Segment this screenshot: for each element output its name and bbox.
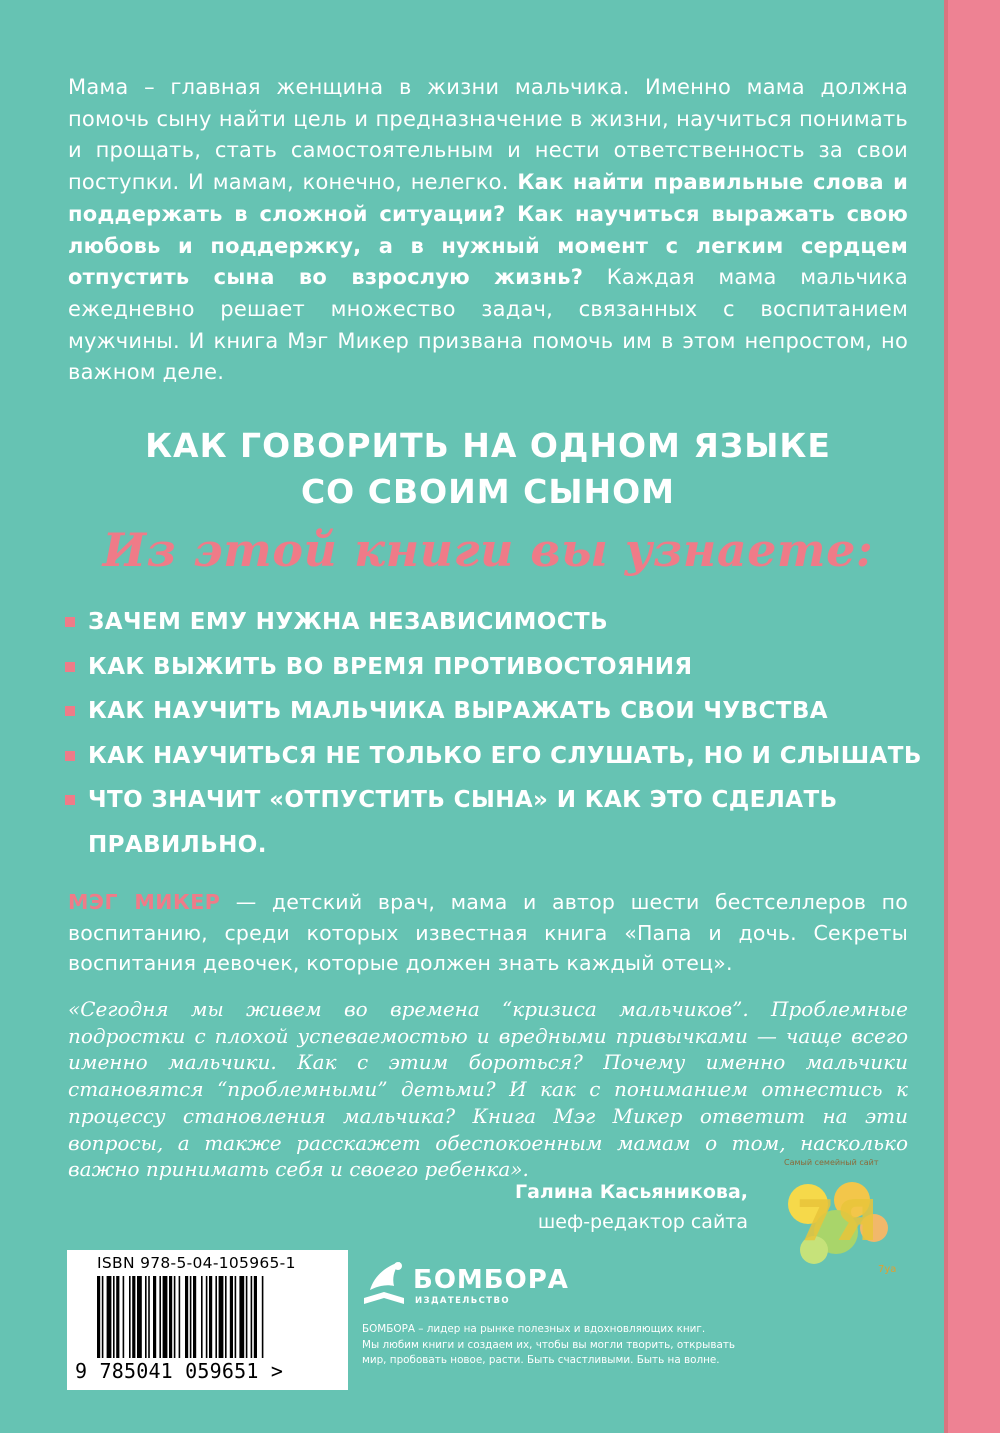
feature-item [62,689,922,734]
bullet-square-icon [65,662,75,672]
isbn-number: ISBN 978-5-04-105965-1 [97,1254,296,1272]
intro-bold-questions: Как найти правильные слова и поддержать в сложной ситуации? Как научиться выражать свою любовь и поддержку, а в нужный момент с легким сердцем отпустить сына во взрослую жизнь? [68,170,908,290]
publisher-name: БОМБОРА [413,1265,569,1295]
feature-text: КАК НАУЧИТЬСЯ НЕ ТОЛЬКО ЕГО СЛУШАТЬ, НО И СЛЫШАТЬ [88,742,922,769]
bullet-square-icon [65,795,75,805]
feature-text: КАК НАУЧИТЬ МАЛЬЧИКА ВЫРАЖАТЬ СВОИ ЧУВСТВА [88,698,828,724]
feature-item [62,600,922,645]
isbn-barcode [67,1250,348,1390]
feature-list [62,600,922,867]
publisher-description [362,1322,802,1369]
feature-text: ЧТО ЗНАЧИТ «ОТПУСТИТЬ СЫНА» И КАК ЭТО СДЕЛАТЬ ПРАВИЛЬНО. [88,787,838,858]
site-logo-tagline: Самый семейный сайт [784,1158,879,1167]
bullet-square-icon [65,617,75,627]
publisher-desc-line: мир, пробовать новое, расти. Быть счастливыми. Быть на волне. [362,1354,720,1366]
publisher-desc-line: БОМБОРА – лидер на рынке полезных и вдохновляющих книг. [362,1323,706,1335]
feature-text: ЗАЧЕМ ЕМУ НУЖНА НЕЗАВИСИМОСТЬ [88,609,609,635]
site-logo-domain: 7ya [878,1264,897,1275]
feature-text: КАК ВЫЖИТЬ ВО ВРЕМЯ ПРОТИВОСТОЯНИЯ [88,653,693,680]
feature-item [62,778,848,867]
publisher-desc-line: Мы любим книги и создаем их, чтобы вы могли творить, открывать [362,1338,736,1351]
book-spine [948,0,1000,1433]
signature-name: Галина Касьяникова, [514,1181,748,1203]
author-bio [68,887,908,979]
barcode-digits: 9 785041 059651 > [75,1359,284,1383]
barcode-bars [97,1276,319,1358]
intro-paragraph-2: Каждая мама мальчика ежедневно решает множество задач, связанных с воспитанием мужчины. И книга Мэг Микер призвана помочь им в этом непростом, но важном деле. [68,265,908,385]
headline [68,423,908,515]
author-bio-text: — детский врач, мама и автор шести бестселлеров по воспитанию, среди которых известная книга «Папа и дочь. Секреты воспитания девочек, которые должен знать каждый отец». [68,890,908,975]
headline-line-2: СО СВОИМ СЫНОМ [300,472,676,511]
headline-line-1: КАК ГОВОРИТЬ НА ОДНОМ ЯЗЫКЕ [145,426,831,465]
site-logo-7ya [760,1140,910,1290]
intro-paragraph-1: Мама – главная женщина в жизни мальчика. Именно мама должна помочь сыну найти цель и предназначение в жизни, научиться понимать и прощать, стать самостоятельным и нести ответственность за свои поступки. И мамам, конечно, нелегко. [68,75,908,195]
script-heading: Из этой книги вы узнаете: [102,523,874,577]
bullet-square-icon [65,706,75,716]
review-quote: «Сегодня мы живем во времена “кризиса мальчиков”. Проблемные подростки с плохой успеваемостью и вредными привычками — чаще всего именно мальчики. Как с этим бороться? Почему именно мальчики становятся “проблемными” детьми? И как с пониманием отнестись к процессу становления мальчика? Книга Мэг Микер ответит на эти вопросы, а также расскажет обеспокоенным мамам о том, насколько важно принимать себя и своего ребенка». [68,997,908,1182]
signature-role: шеф-редактор сайта [537,1211,748,1233]
quote-signature [440,1177,748,1237]
feature-item [62,734,922,779]
site-logo-mark: 7Я [796,1189,879,1254]
publisher-subtitle: ИЗДАТЕЛЬСТВО [415,1296,510,1306]
author-name: МЭГ МИКЕР [68,890,221,914]
feature-item [62,645,922,690]
bullet-square-icon [65,751,75,761]
intro-text [68,72,908,389]
